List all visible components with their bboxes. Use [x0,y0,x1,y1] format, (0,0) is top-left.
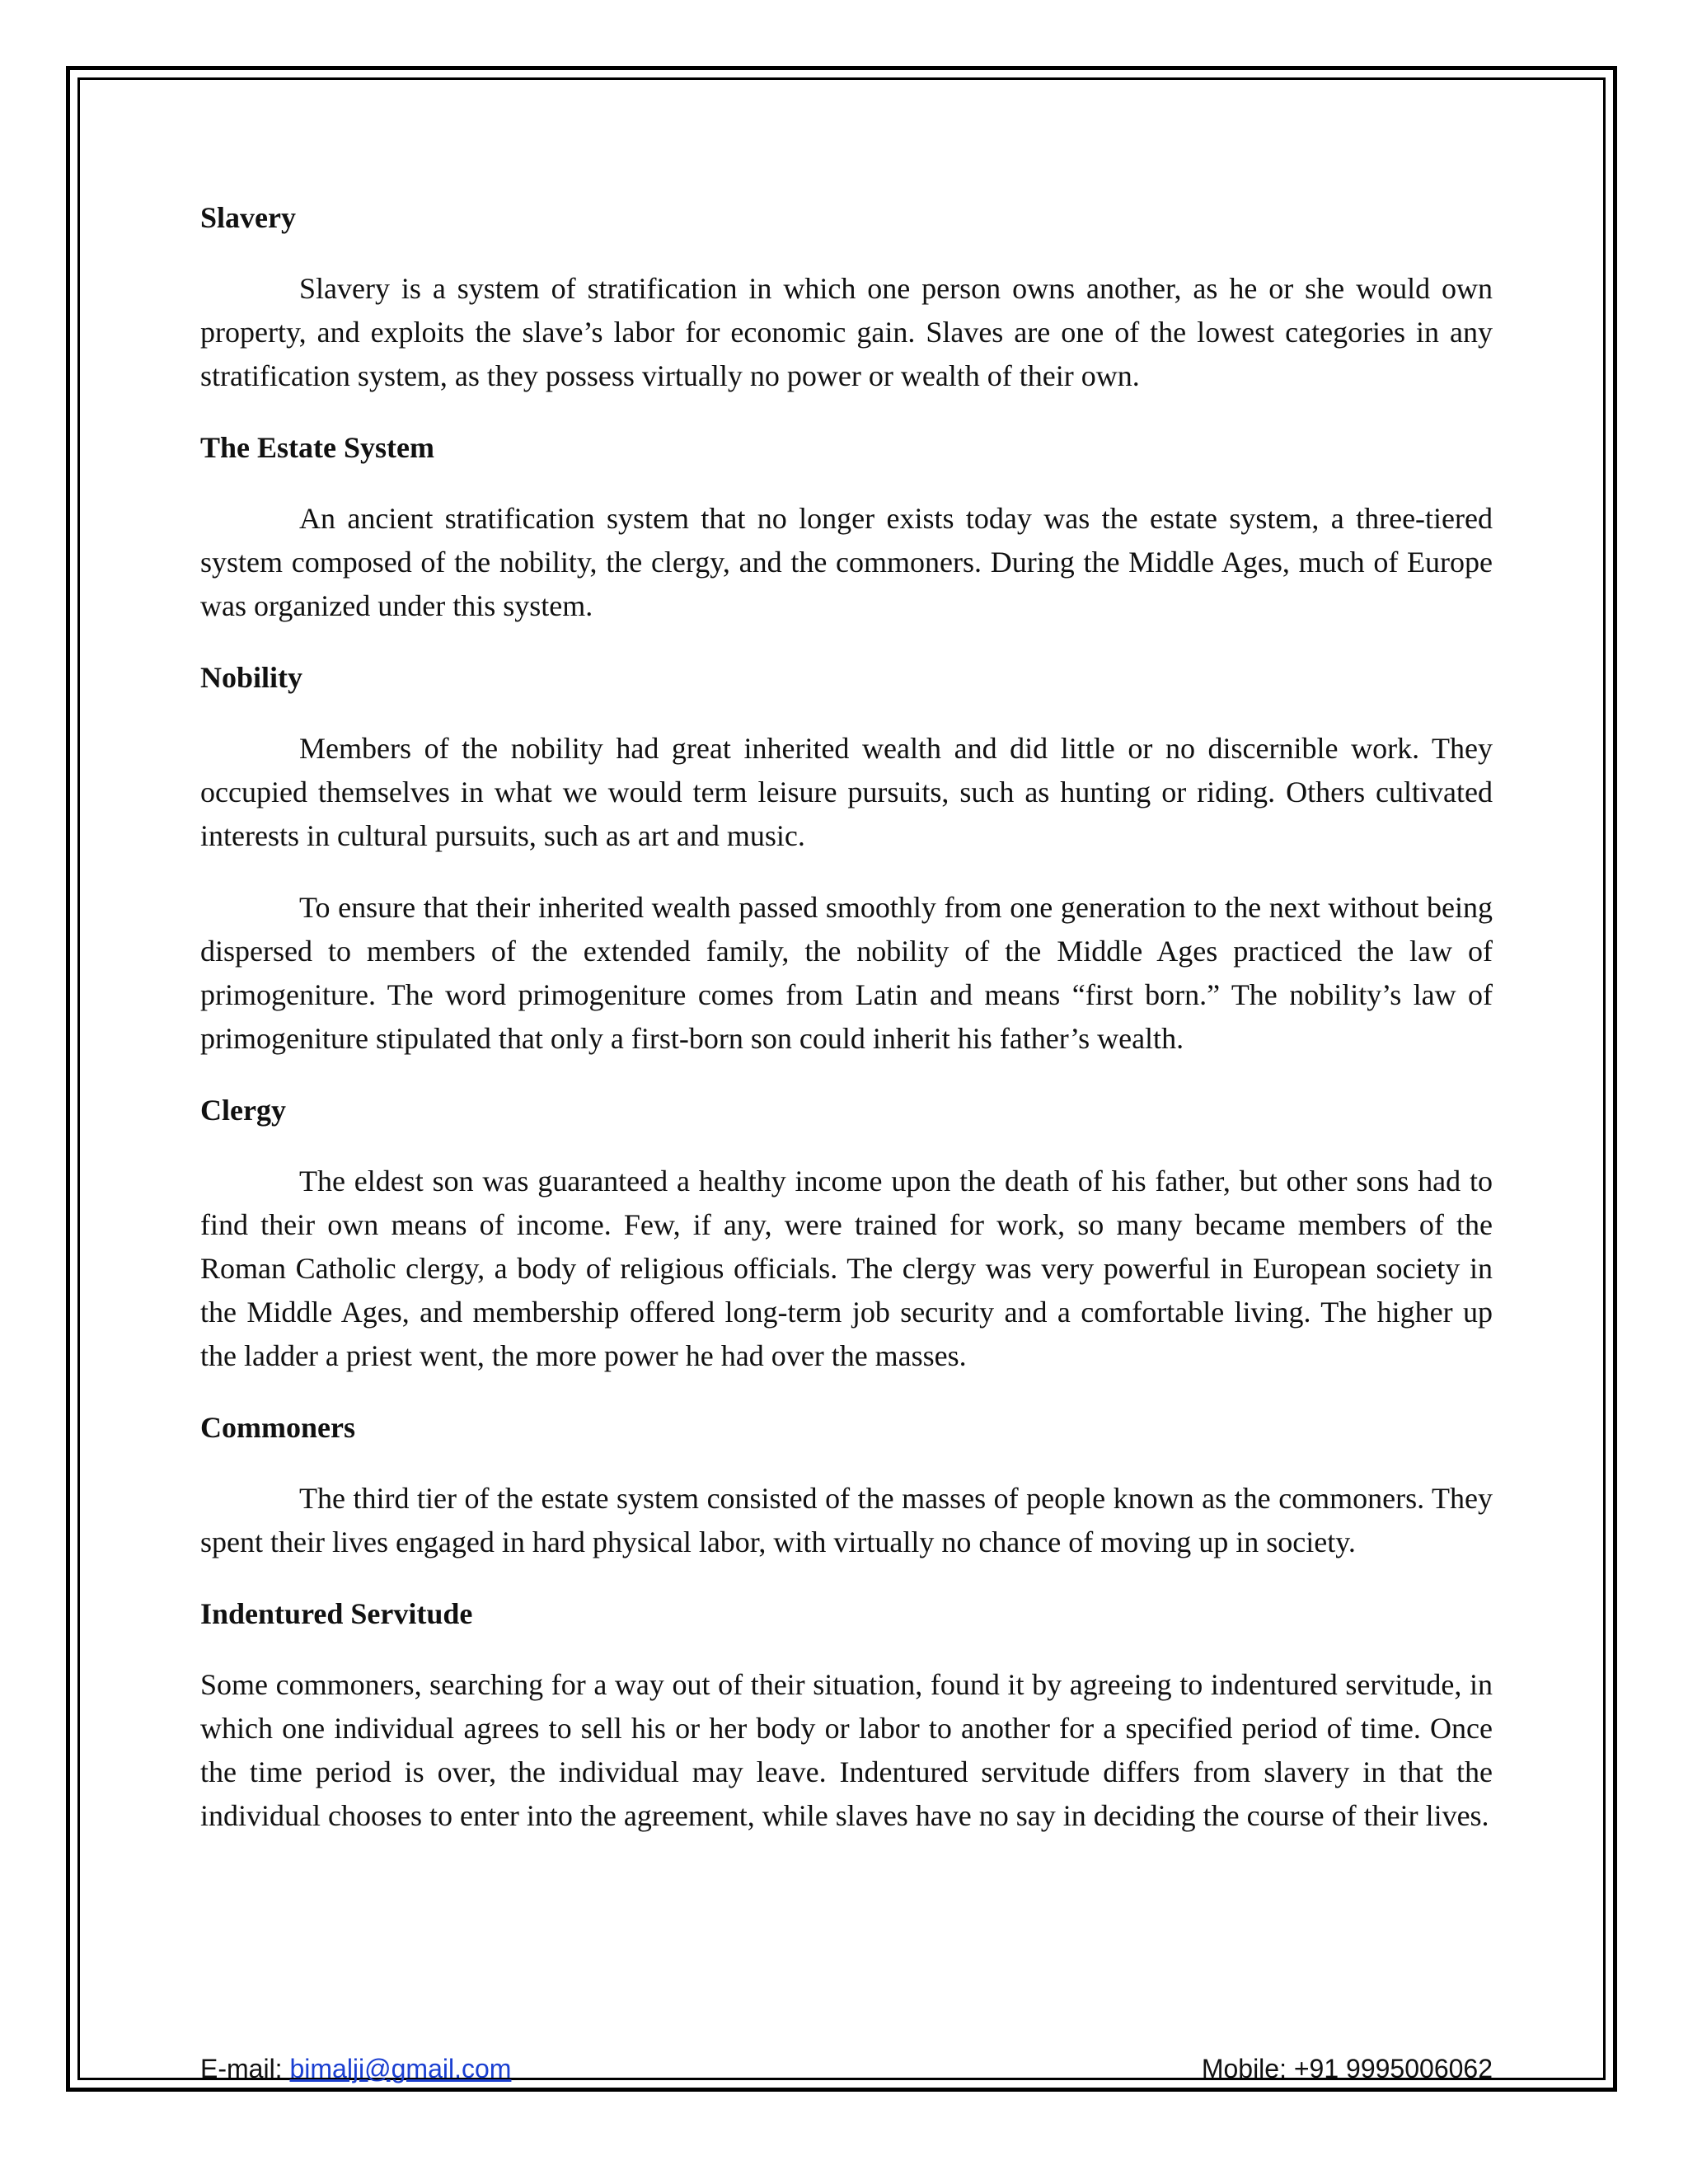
section-paragraph: To ensure that their inherited wealth passed smoothly from one generation to the next without being dispersed to members of the extended family, the nobility of the Middle Ages practiced the law of primogeniture. The word primogeniture comes from Latin and means “first born.” The nobility’s law of primogeniture stipulated that only a first-born son could inherit his father’s wealth. [200,891,1493,1055]
section-heading: Nobility [200,661,303,694]
footer-email [200,2052,511,2085]
section-paragraph: Members of the nobility had great inherited wealth and did little or no discernible work. They occupied themselves in what we would term leisure pursuits, such as hunting or riding. Others cultivated interests in cultural pursuits, such as art and music. [200,732,1493,852]
section-clergy [200,1089,1493,1378]
section-paragraph: Some commoners, searching for a way out of their situation, found it by agreeing to indentured servitude, in which one individual agrees to sell his or her body or labor to another for a specified period of time. Once the time period is over, the individual may leave. Indentured servitude differs from slavery in that the individual chooses to enter into the agreement, while slaves have no say in deciding the course of their lives. [200,1668,1493,1832]
section-paragraph: The third tier of the estate system consisted of the masses of people known as the commoners. They spent their lives engaged in hard physical labor, with virtually no chance of moving up in society. [200,1482,1493,1558]
section-commoners [200,1406,1493,1564]
section-heading: Clergy [200,1094,286,1127]
page-footer [200,2052,1493,2085]
section-slavery [200,196,1493,398]
section-nobility [200,656,1493,1061]
document-body [200,196,1493,1866]
footer-mobile: Mobile: +91 9995006062 [1201,2054,1493,2083]
section-heading: Indentured Servitude [200,1597,473,1630]
section-indentured-servitude [200,1592,1493,1838]
section-paragraph: Slavery is a system of stratification in which one person owns another, as he or she would own property, and exploits the slave’s labor for economic gain. Slaves are one of the lowest categories in any stratification system, as they possess virtually no power or wealth of their own. [200,272,1493,392]
email-link[interactable]: bimalji@gmail.com [289,2054,512,2083]
section-heading: Slavery [200,201,296,234]
section-heading: Commoners [200,1411,355,1444]
section-heading: The Estate System [200,431,434,464]
email-label: E-mail: [200,2054,290,2083]
section-paragraph: The eldest son was guaranteed a healthy income upon the death of his father, but other sons had to find their own means of income. Few, if any, were trained for work, so many became members of the Roman Catholic clergy, a body of religious officials. The clergy was very powerful in European society in the Middle Ages, and membership offered long-term job security and a comfortable living. The higher up the ladder a priest went, the more power he had over the masses. [200,1165,1493,1372]
section-estate-system [200,426,1493,628]
section-paragraph: An ancient stratification system that no longer exists today was the estate system, a three-tiered system composed of the nobility, the clergy, and the commoners. During the Middle Ages, much of Europe was organized under this system. [200,502,1493,622]
